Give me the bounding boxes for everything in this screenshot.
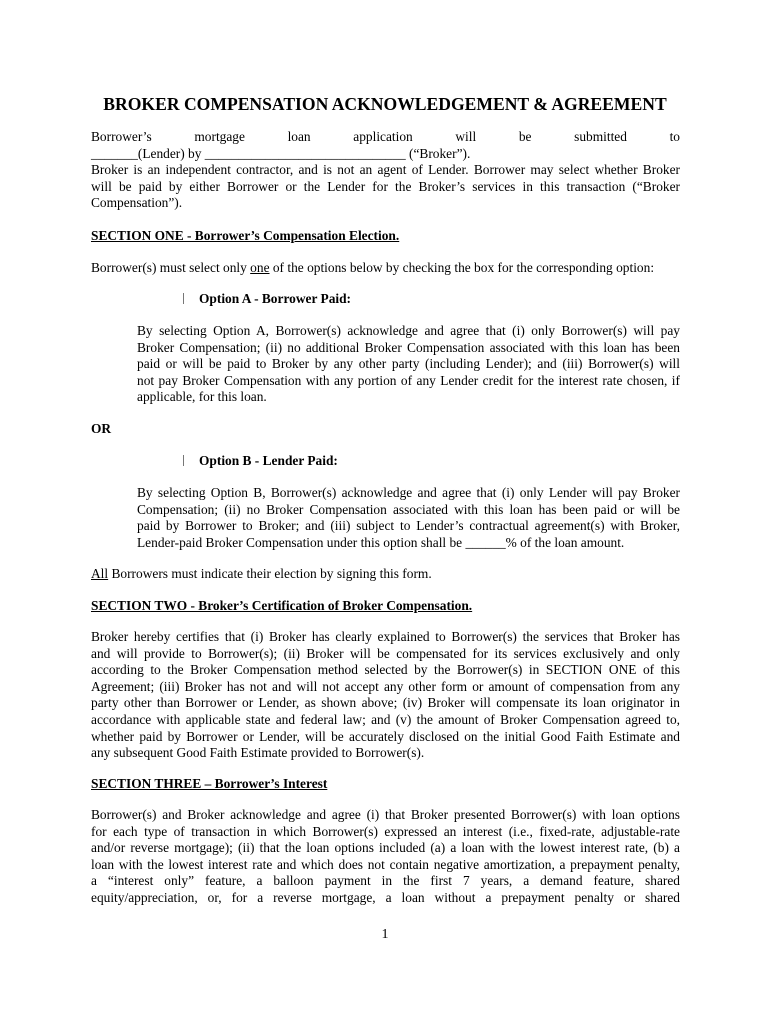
instruction-one: one (250, 260, 270, 275)
intro-line: Broker is an independent contractor, and is not an agent of Lender. Borrower may select whether Broker (91, 162, 680, 178)
intro-line: will be paid by either Borrower or the Lender for the Broker’s services in this transaction (“Broker (91, 178, 680, 194)
intro-line: _______(Lender) by ______________________________ (“Broker”). (91, 145, 471, 161)
section-two-line: according to the Broker Compensation method selected by the Borrower(s) in SECTION ONE of this (91, 662, 680, 678)
option-a-label: Option A - Borrower Paid: (199, 291, 352, 306)
section-one-heading: SECTION ONE - Borrower’s Compensation Election. (91, 228, 400, 243)
option-a-paragraph (137, 323, 680, 406)
section-two-line: party other than Borrower or Lender, as shown above; (iv) Broker will compensate its loan originator in (91, 695, 680, 711)
option-a-line: paid or will be paid to Broker by any other party (including Lender); and (iii) Borrower(s) will (137, 356, 680, 372)
instruction-text: of the options below by checking the box for the corresponding option: (269, 260, 655, 275)
section-two-line: whether paid by Borrower or Lender, will be accurately disclosed on the initial Good Faith Estimate and (91, 728, 680, 744)
option-b-line: paid by Borrower to Broker; and (iii) subject to Lender’s contractual agreement(s) with Broker, (137, 518, 680, 534)
document-title: BROKER COMPENSATION ACKNOWLEDGEMENT & AGREEMENT (103, 94, 667, 114)
section-two-paragraph (91, 629, 680, 762)
option-b-line: Compensation; (ii) no Broker Compensation associated with this loan has been paid or will be (137, 501, 680, 517)
option-b-checkbox[interactable] (183, 455, 185, 466)
section-three-paragraph (91, 807, 680, 907)
section-two-line: any subsequent Good Faith Estimate provided to Borrower(s). (91, 745, 425, 761)
option-a-line: applicable, for this loan. (137, 389, 267, 405)
section-one-instruction (91, 260, 680, 277)
option-a (183, 291, 351, 308)
section-three-line: and/or reverse mortgage); (ii) that the loan options included (a) a loan with the lowest interest rate, (b) a (91, 840, 680, 856)
section-three-line: a “interest only” feature, a balloon payment in the first 7 years, a demand feature, shared (91, 873, 680, 889)
section-three-line: Borrower(s) and Broker acknowledge and agree (i) that Broker presented Borrower(s) with loan options (91, 807, 680, 822)
section-three-line: for each type of transaction in which Borrower(s) expressed an interest (i.e., fixed-rate, adjustable-rate (91, 823, 680, 839)
option-b-label: Option B - Lender Paid: (199, 453, 338, 468)
all-borrowers-note (91, 566, 680, 583)
section-three-line: loan with the lowest interest rate and which does not contain negative amortization, a prepayment penalty, (91, 856, 680, 872)
all-word: All (91, 566, 109, 581)
or-label: OR (91, 421, 112, 436)
section-two-line: Broker hereby certifies that (i) Broker has clearly explained to Borrower(s) the services that Broker has (91, 629, 680, 644)
option-b-paragraph (137, 485, 680, 551)
page-number: 1 (381, 927, 389, 942)
option-a-line: By selecting Option A, Borrower(s) acknowledge and agree that (i) only Borrower(s) will pay (137, 323, 680, 338)
option-a-checkbox[interactable] (183, 293, 185, 304)
option-a-line: Broker Compensation; (ii) no additional Broker Compensation associated with this loan has been (137, 339, 680, 355)
option-b-line: By selecting Option B, Borrower(s) acknowledge and agree that (i) only Lender will pay Broker (137, 485, 680, 500)
section-three-heading: SECTION THREE – Borrower’s Interest (91, 776, 328, 791)
intro-paragraph (91, 129, 680, 212)
section-two-line: and will provide to Borrower(s); (ii) Broker will be compensated for its services exclusively and only (91, 645, 680, 661)
section-two-heading: SECTION TWO - Broker’s Certification of Broker Compensation. (91, 598, 473, 613)
instruction-text: Borrower(s) must select only (91, 260, 251, 275)
option-b-line: Lender-paid Broker Compensation under this option shall be ______% of the loan amount. (137, 534, 625, 550)
all-borrowers-text: Borrowers must indicate their election by signing this form. (108, 566, 432, 581)
intro-line: Compensation”). (91, 195, 183, 211)
intro-line: Borrower’s mortgage loan application will be submitted to (91, 129, 680, 144)
section-two-line: accordance with applicable state and federal law; and (v) the amount of Broker Compensation agreed to, (91, 711, 680, 727)
option-a-line: not pay Broker Compensation with any portion of any Lender credit for the interest rate chosen, if (137, 372, 680, 388)
section-two-line: Agreement; (iii) Broker has not and will not accept any other form or amount of compensation from any (91, 678, 680, 694)
section-three-line: equity/appreciation, or, for a reverse mortgage, a loan without a prepayment penalty or shared (91, 889, 680, 905)
option-b (183, 453, 338, 470)
